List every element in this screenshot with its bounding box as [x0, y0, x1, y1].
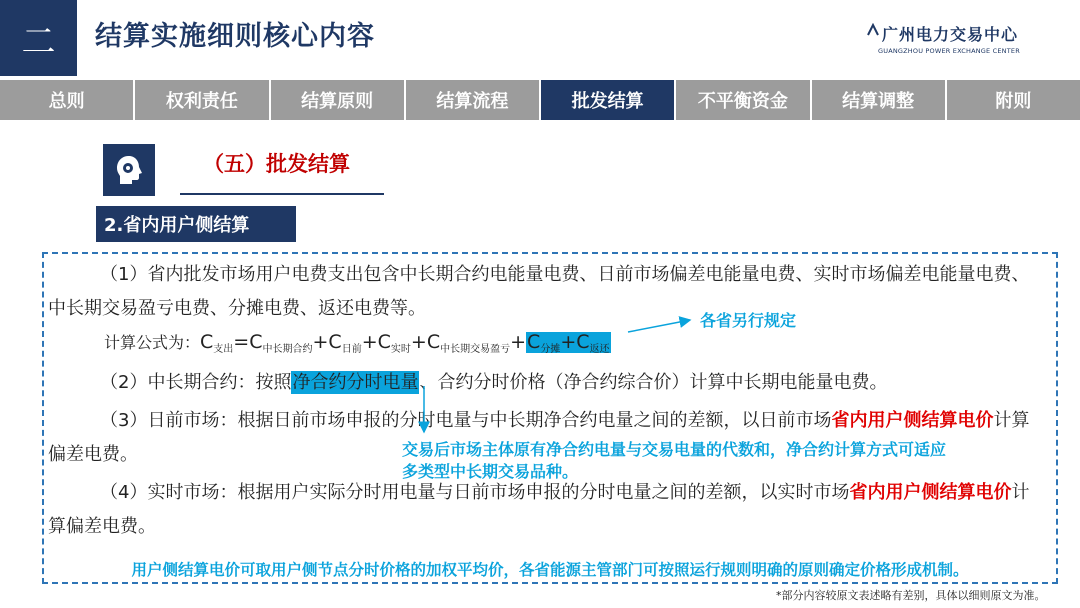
formula-c: C	[249, 331, 263, 353]
tab-general[interactable]: 总则	[0, 80, 135, 120]
formula-sub: 支出	[213, 344, 234, 356]
nav-tabs	[0, 80, 1080, 120]
formula-op: =	[233, 331, 250, 353]
paragraph-2-text-a: （2）中长期合约：按照	[100, 372, 292, 393]
formula-sub: 日前	[341, 344, 362, 356]
paragraph-4	[48, 476, 1040, 544]
paragraph-4-red: 省内用户侧结算电价	[849, 482, 1012, 503]
paragraph-3-text-b: 计算偏差电费。	[48, 410, 1030, 465]
formula-op: +	[312, 331, 329, 353]
subsection-title: 2.省内用户侧结算	[96, 206, 296, 242]
formula-highlight	[526, 331, 610, 356]
logo-text-en: GUANGZHOU POWER EXCHANGE CENTER	[878, 47, 1020, 55]
paragraph-2	[48, 366, 1040, 400]
formula-c: C	[527, 331, 541, 353]
formula-c: C	[377, 331, 391, 353]
formula-sub: 返还	[589, 344, 610, 356]
formula-sub: 中长期交易盈亏	[440, 344, 511, 356]
paragraph-1-text: （1）省内批发市场用户电费支出包含中长期合约电能量电费、日前市场偏差电能量电费、实时市场偏差电能量电费、中长期交易盈亏电费、分摊电费、返还电费等。	[48, 264, 1030, 319]
formula-c: C	[200, 331, 214, 353]
paragraph-4-text-a: （4）实时市场：根据用户实际分时用电量与日前市场申报的分时电量之间的差额，以实时市场	[100, 482, 850, 503]
bottom-note: 用户侧结算电价可取用户侧节点分时价格的加权平均价，各省能源主管部门可按照运行规则明确的原则确定价格形成机制。	[131, 561, 969, 579]
paragraph-4-text-b: 计算偏差电费。	[48, 482, 1030, 537]
formula-op: +	[410, 331, 427, 353]
annotation-provincial: 各省另行规定	[700, 311, 797, 330]
logo-mark-icon	[866, 23, 880, 37]
formula-op: +	[560, 331, 577, 353]
paragraph-3-red: 省内用户侧结算电价	[831, 410, 994, 431]
footnote: *部分内容较原文表述略有差别，具体以细则原文为准。	[776, 589, 1046, 602]
head-gear-icon	[112, 153, 146, 187]
formula-prefix: 计算公式为：	[104, 333, 201, 352]
tab-wholesale[interactable]: 批发结算	[541, 80, 676, 120]
annotation-net-contract-2: 多类型中长期交易品种。	[402, 462, 579, 481]
formula-sub: 实时	[390, 344, 411, 356]
formula-c: C	[576, 331, 590, 353]
section-icon	[103, 144, 155, 196]
formula-c: C	[328, 331, 342, 353]
tab-principles[interactable]: 结算原则	[271, 80, 406, 120]
tab-adjustment[interactable]: 结算调整	[812, 80, 947, 120]
paragraph-1	[48, 258, 1040, 326]
annotation-net-contract-1: 交易后市场主体原有净合约电量与交易电量的代数和，净合约计算方式可适应	[402, 440, 947, 459]
logo-text-cn: 广州电力交易中心	[882, 25, 1019, 44]
formula	[104, 330, 611, 355]
paragraph-3-text-a: （3）日前市场：根据日前市场申报的分时电量与中长期净合约电量之间的差额，以日前市场	[100, 410, 832, 431]
tab-imbalance[interactable]: 不平衡资金	[676, 80, 811, 120]
formula-c: C	[426, 331, 441, 353]
logo	[868, 22, 1038, 55]
formula-op: +	[510, 331, 527, 353]
section-title: （五）批发结算	[203, 152, 350, 176]
tab-process[interactable]: 结算流程	[406, 80, 541, 120]
formula-op: +	[361, 331, 378, 353]
section-underline	[180, 193, 384, 195]
page-title: 结算实施细则核心内容	[95, 21, 375, 52]
tab-rights[interactable]: 权利责任	[135, 80, 270, 120]
section-number-badge: 二	[0, 0, 77, 76]
net-contract-highlight: 净合约分时电量	[292, 372, 419, 393]
formula-sub: 中长期合约	[262, 344, 313, 356]
formula-sub: 分摊	[540, 344, 561, 356]
tab-appendix[interactable]: 附则	[947, 80, 1080, 120]
paragraph-2-text-b: 、合约分时价格（净合约综合价）计算中长期电能量电费。	[419, 372, 888, 393]
